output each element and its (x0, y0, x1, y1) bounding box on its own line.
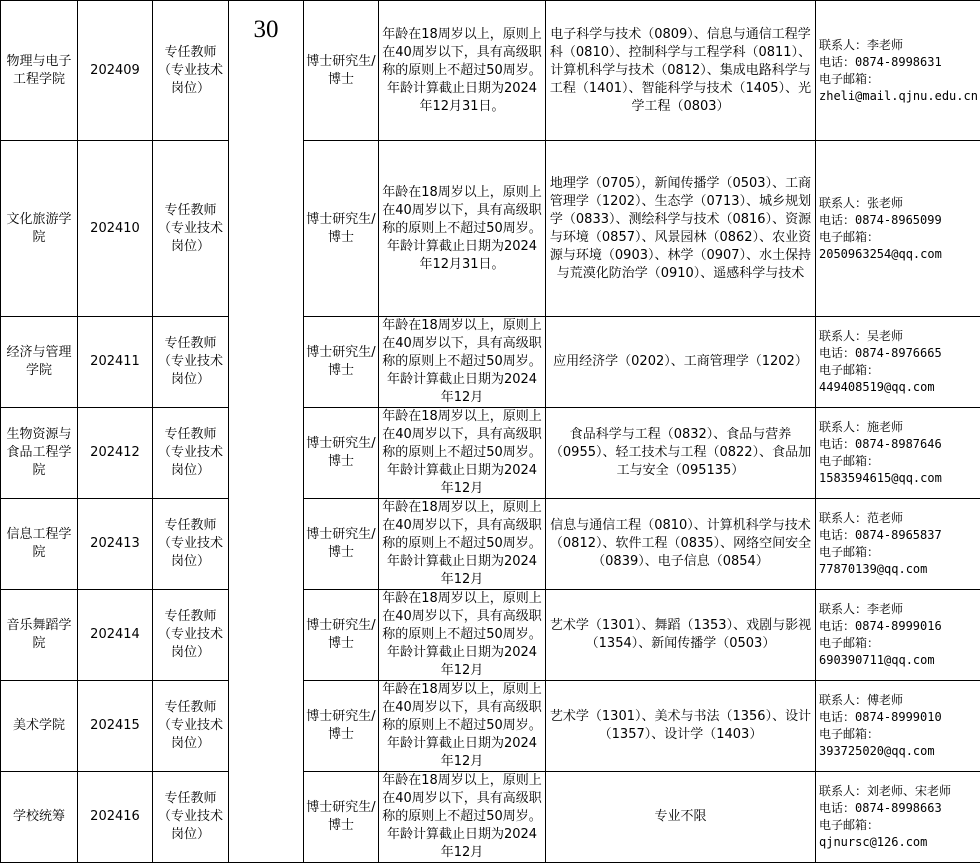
contact-cell (816, 317, 980, 408)
contact-email-label: 电子邮箱： (819, 635, 978, 652)
major-cell: 食品科学与工程（0832）、食品与营养（0955）、轻工技术与工程（0822）、食品加工与安全（095135） (546, 408, 816, 499)
contact-email[interactable]: 393725020@qq.com (819, 743, 978, 760)
age-requirement-cell: 年龄在18周岁以上，原则上在40周岁以下，具有高级职称的原则上不超过50周岁。年龄计算截止日期为2024年12月 (379, 590, 546, 681)
age-requirement-cell: 年龄在18周岁以上，原则上在40周岁以下，具有高级职称的原则上不超过50周岁。年龄计算截止日期为2024年12月 (379, 772, 546, 863)
contact-email[interactable]: qjnursc@126.com (819, 834, 978, 851)
contact-name: 联系人：范老师 (819, 510, 978, 527)
contact-email[interactable]: 690390711@qq.com (819, 652, 978, 669)
position-code-cell: 202411 (78, 317, 153, 408)
contact-email-label: 电子邮箱： (819, 229, 978, 246)
post-type-cell: 专任教师（专业技术岗位） (153, 408, 229, 499)
contact-phone: 电话：0874-8998663 (819, 800, 978, 817)
post-type-cell: 专任教师（专业技术岗位） (153, 681, 229, 772)
contact-email[interactable]: 2050963254@qq.com (819, 246, 978, 263)
contact-cell (816, 1, 980, 141)
table-row (1, 141, 980, 317)
post-type-cell: 专任教师（专业技术岗位） (153, 772, 229, 863)
department-cell: 信息工程学院 (1, 499, 78, 590)
degree-cell: 博士研究生/博士 (304, 681, 379, 772)
major-cell: 艺术学（1301）、美术与书法（1356）、设计（1357）、设计学（1403） (546, 681, 816, 772)
contact-email-label: 电子邮箱： (819, 817, 978, 834)
contact-email-label: 电子邮箱： (819, 544, 978, 561)
age-requirement-cell: 年龄在18周岁以上，原则上在40周岁以下，具有高级职称的原则上不超过50周岁。年龄计算截止日期为2024年12月 (379, 499, 546, 590)
department-cell: 经济与管理学院 (1, 317, 78, 408)
contact-phone: 电话：0874-8987646 (819, 436, 978, 453)
table-row (1, 317, 980, 408)
contact-cell (816, 408, 980, 499)
post-type-cell: 专任教师（专业技术岗位） (153, 499, 229, 590)
position-code-cell: 202410 (78, 141, 153, 317)
table-row (1, 590, 980, 681)
contact-cell (816, 141, 980, 317)
degree-cell: 博士研究生/博士 (304, 317, 379, 408)
headcount-cell: 30 (229, 1, 304, 863)
contact-name: 联系人：刘老师、宋老师 (819, 783, 978, 800)
major-cell: 信息与通信工程（0810）、计算机科学与技术（0812）、软件工程（0835）、网络空间安全（0839）、电子信息（0854） (546, 499, 816, 590)
contact-cell (816, 681, 980, 772)
position-code-cell: 202415 (78, 681, 153, 772)
contact-email[interactable]: zheli@mail.qjnu.edu.cn (819, 88, 978, 105)
age-requirement-cell: 年龄在18周岁以上，原则上在40周岁以下，具有高级职称的原则上不超过50周岁。年龄计算截止日期为2024年12月 (379, 681, 546, 772)
contact-email-label: 电子邮箱： (819, 453, 978, 470)
contact-cell (816, 772, 980, 863)
age-requirement-cell: 年龄在18周岁以上，原则上在40周岁以下，具有高级职称的原则上不超过50周岁。年龄计算截止日期为2024年12月31日。 (379, 1, 546, 141)
contact-name: 联系人：施老师 (819, 419, 978, 436)
department-cell: 美术学院 (1, 681, 78, 772)
contact-email-label: 电子邮箱： (819, 71, 978, 88)
table-row (1, 1, 980, 141)
age-requirement-cell: 年龄在18周岁以上，原则上在40周岁以下，具有高级职称的原则上不超过50周岁。年龄计算截止日期为2024年12月 (379, 408, 546, 499)
major-cell: 专业不限 (546, 772, 816, 863)
post-type-cell: 专任教师（专业技术岗位） (153, 590, 229, 681)
contact-name: 联系人：吴老师 (819, 328, 978, 345)
degree-cell: 博士研究生/博士 (304, 772, 379, 863)
contact-phone: 电话：0874-8976665 (819, 345, 978, 362)
position-code-cell: 202414 (78, 590, 153, 681)
contact-phone: 电话：0874-8999010 (819, 709, 978, 726)
contact-name: 联系人：李老师 (819, 37, 978, 54)
contact-name: 联系人：李老师 (819, 601, 978, 618)
major-cell: 电子科学与技术（0809）、信息与通信工程学科（0810）、控制科学与工程学科（0811）、计算机科学与技术（0812）、集成电路科学与工程（1401）、智能科学与技术（1405）、光学工程（0803） (546, 1, 816, 141)
age-requirement-cell: 年龄在18周岁以上，原则上在40周岁以下，具有高级职称的原则上不超过50周岁。年龄计算截止日期为2024年12月31日。 (379, 141, 546, 317)
degree-cell: 博士研究生/博士 (304, 499, 379, 590)
contact-phone: 电话：0874-8999016 (819, 618, 978, 635)
post-type-cell: 专任教师（专业技术岗位） (153, 141, 229, 317)
position-code-cell: 202409 (78, 1, 153, 141)
major-cell: 艺术学（1301）、舞蹈（1353）、戏剧与影视（1354）、新闻传播学（0503） (546, 590, 816, 681)
major-cell: 应用经济学（0202）、工商管理学（1202） (546, 317, 816, 408)
table-row (1, 408, 980, 499)
degree-cell: 博士研究生/博士 (304, 408, 379, 499)
post-type-cell: 专任教师（专业技术岗位） (153, 317, 229, 408)
position-code-cell: 202416 (78, 772, 153, 863)
contact-phone: 电话：0874-8965099 (819, 212, 978, 229)
major-cell: 地理学（0705），新闻传播学（0503）、工商管理学（1202）、生态学（0713）、城乡规划学（0833）、测绘科学与技术（0816）、资源与环境（0857）、风景园林（0862）、农业资源与环境（0903）、林学（0907）、水土保持与荒漠化防治学（0910）、遥感科学与技术 (546, 141, 816, 317)
degree-cell: 博士研究生/博士 (304, 1, 379, 141)
contact-cell (816, 499, 980, 590)
department-cell: 音乐舞蹈学院 (1, 590, 78, 681)
contact-phone: 电话：0874-8965837 (819, 527, 978, 544)
age-requirement-cell: 年龄在18周岁以上，原则上在40周岁以下，具有高级职称的原则上不超过50周岁。年龄计算截止日期为2024年12月 (379, 317, 546, 408)
contact-email-label: 电子邮箱： (819, 726, 978, 743)
contact-email[interactable]: 1583594615@qq.com (819, 470, 978, 487)
table-row (1, 772, 980, 863)
table-body (1, 1, 980, 863)
post-type-cell: 专任教师（专业技术岗位） (153, 1, 229, 141)
degree-cell: 博士研究生/博士 (304, 141, 379, 317)
contact-cell (816, 590, 980, 681)
department-cell: 物理与电子工程学院 (1, 1, 78, 141)
degree-cell: 博士研究生/博士 (304, 590, 379, 681)
contact-name: 联系人：张老师 (819, 195, 978, 212)
contact-phone: 电话：0874-8998631 (819, 54, 978, 71)
department-cell: 文化旅游学院 (1, 141, 78, 317)
contact-email[interactable]: 77870139@qq.com (819, 561, 978, 578)
contact-email[interactable]: 449408519@qq.com (819, 379, 978, 396)
department-cell: 学校统筹 (1, 772, 78, 863)
table-row (1, 499, 980, 590)
contact-name: 联系人：傅老师 (819, 692, 978, 709)
position-code-cell: 202413 (78, 499, 153, 590)
position-code-cell: 202412 (78, 408, 153, 499)
contact-email-label: 电子邮箱： (819, 362, 978, 379)
department-cell: 生物资源与食品工程学院 (1, 408, 78, 499)
table-row (1, 681, 980, 772)
